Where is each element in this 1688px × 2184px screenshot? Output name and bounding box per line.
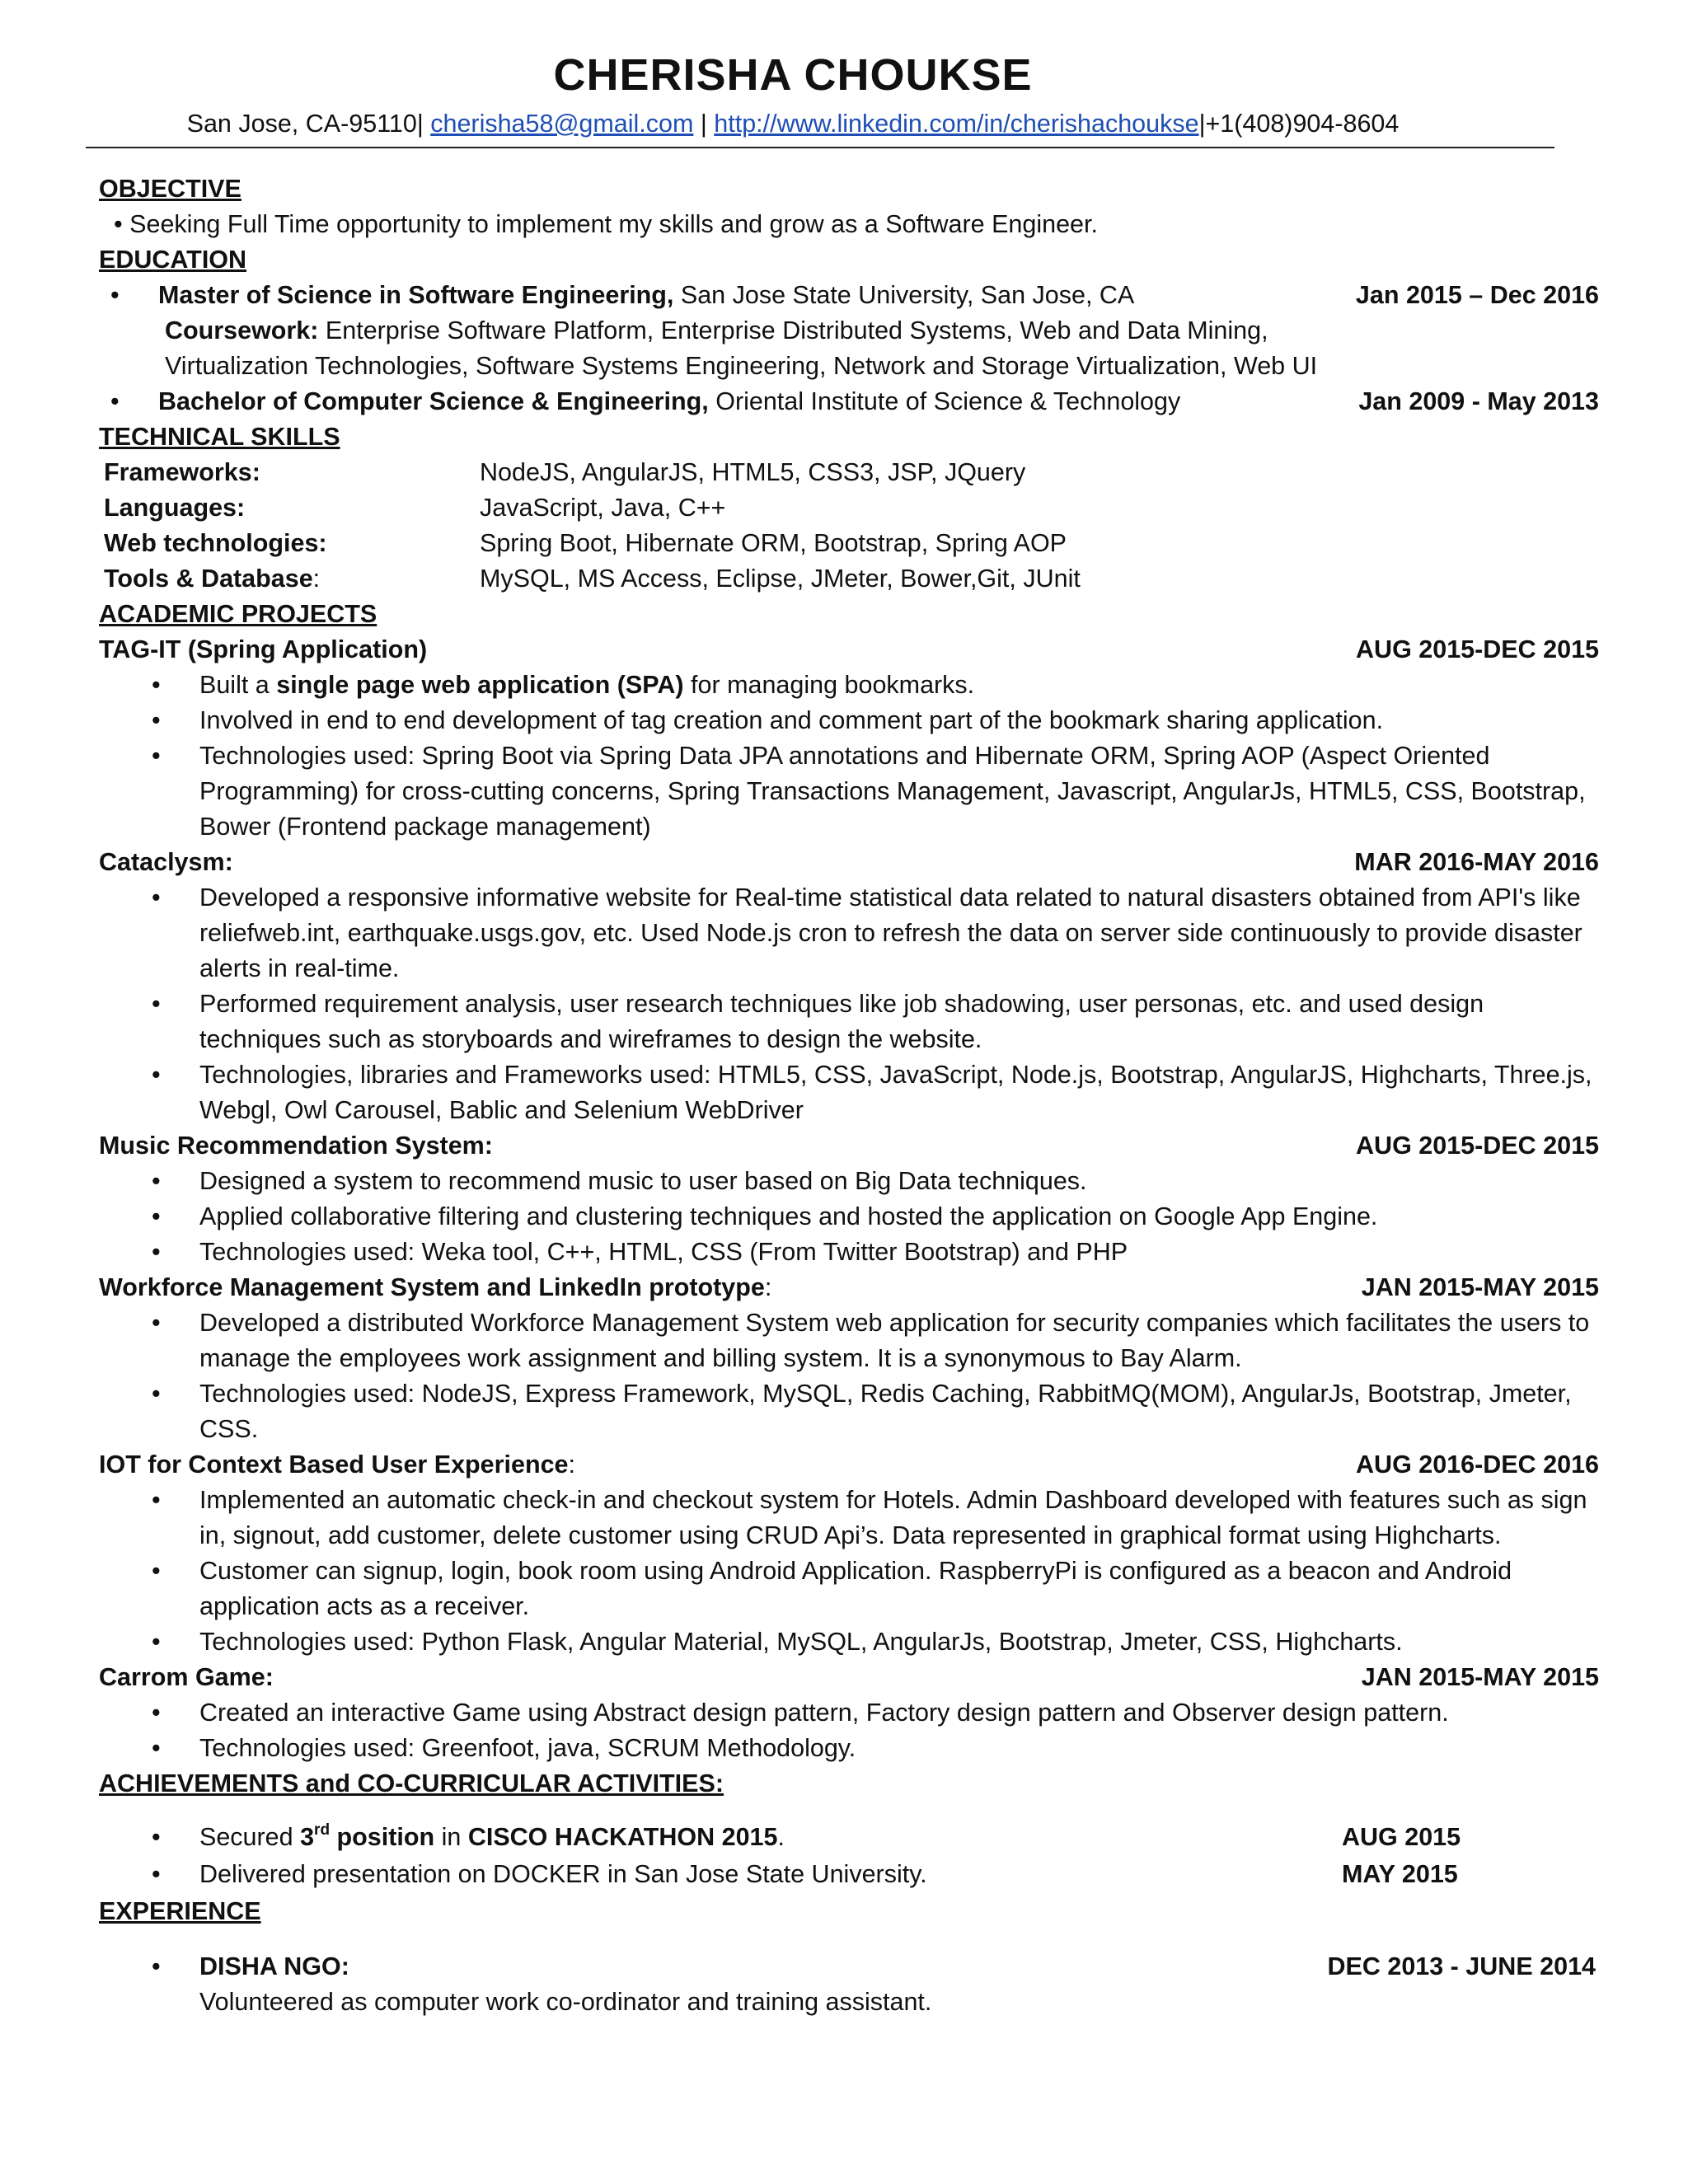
bullet-icon: •	[152, 1202, 161, 1230]
project-title: Cataclysm:	[99, 848, 233, 876]
achievement-position: position	[330, 1823, 435, 1851]
project-title: Carrom Game:	[99, 1663, 274, 1691]
achievement-text: Delivered presentation on DOCKER in San Jose State University.	[199, 1860, 927, 1888]
coursework	[158, 313, 1599, 384]
bullet-text: Technologies, libraries and Frameworks used: HTML5, CSS, JavaScript, Node.js, Bootstrap, AngularJS, Highcharts, Three.js, Webgl, Owl Carousel, Bablic and Selenium WebDriver	[199, 1061, 1592, 1124]
bullet-text: Technologies used: Weka tool, C++, HTML, CSS (From Twitter Bootstrap) and PHP	[199, 1238, 1128, 1266]
bullet-icon: •	[152, 1557, 161, 1585]
bullet-emphasis: single page web application (SPA)	[276, 671, 684, 699]
bullet-icon: •	[110, 387, 120, 415]
project-bullet	[99, 1235, 1594, 1270]
bullet-icon: •	[152, 1486, 161, 1514]
bullet-icon: •	[152, 742, 161, 770]
project-header	[99, 1447, 1599, 1483]
project-bullet	[99, 1731, 1594, 1766]
project-bullet	[99, 1376, 1594, 1447]
project-bullet	[99, 738, 1594, 845]
bullet-icon: •	[152, 1860, 161, 1888]
skills-heading: TECHNICAL SKILLS	[99, 423, 340, 451]
project-header	[99, 1660, 1599, 1695]
achievement-date: MAY 2015	[1342, 1860, 1458, 1888]
candidate-name: CHERISHA CHOUKSE	[553, 50, 1033, 100]
objective-text: • Seeking Full Time opportunity to implement my skills and grow as a Software Engineer.	[114, 210, 1098, 238]
experience-org: DISHA NGO:	[199, 1952, 349, 1980]
project-bullet	[99, 1483, 1594, 1554]
project-title-colon: :	[764, 1273, 772, 1301]
projects-heading: ACADEMIC PROJECTS	[99, 600, 377, 628]
project-bullets	[99, 1305, 1599, 1447]
project-bullet	[99, 668, 1594, 703]
spacer	[99, 1802, 1599, 1820]
project-bullet	[99, 880, 1594, 987]
education-item-bachelors	[99, 384, 1599, 419]
project-bullets	[99, 668, 1599, 845]
objective-heading: OBJECTIVE	[99, 175, 241, 203]
skill-value: JavaScript, Java, C++	[480, 494, 726, 522]
achievements-heading: ACHIEVEMENTS and CO-CURRICULAR ACTIVITIES:	[99, 1769, 724, 1797]
project-bullets	[99, 1164, 1599, 1270]
bullet-text: for managing bookmarks.	[683, 671, 975, 699]
project-header	[99, 1270, 1599, 1305]
achievement-text: Secured	[199, 1823, 301, 1851]
linkedin-link[interactable]: http://www.linkedin.com/in/cherishachoukse	[714, 110, 1199, 138]
location-text: San Jose, CA-95110|	[186, 110, 424, 138]
skill-value: Spring Boot, Hibernate ORM, Bootstrap, Spring AOP	[480, 529, 1067, 557]
project-header	[99, 1128, 1599, 1164]
bullet-text: Technologies used: Greenfoot, java, SCRUM Methodology.	[199, 1734, 856, 1762]
project-dates: JAN 2015-MAY 2015	[1361, 1663, 1599, 1691]
phone-text: |+1(408)904-8604	[1198, 110, 1400, 138]
skill-row	[104, 490, 1599, 526]
bullet-icon: •	[152, 1167, 161, 1195]
project-title-colon: :	[568, 1451, 575, 1479]
skill-label: Web technologies:	[104, 529, 327, 557]
achievement-text: in	[434, 1823, 468, 1851]
project-dates: AUG 2015-DEC 2015	[1356, 1132, 1599, 1160]
coursework-line-2: Virtualization Technologies, Software Systems Engineering, Network and Storage Virtualization, Web UI	[165, 352, 1318, 380]
degree-name: Bachelor of Computer Science & Engineering,	[158, 387, 709, 415]
project-dates: MAR 2016-MAY 2016	[1354, 848, 1599, 876]
skill-row	[104, 526, 1599, 561]
project-bullet	[99, 1164, 1594, 1199]
project-bullet	[99, 987, 1594, 1057]
project-dates: AUG 2015-DEC 2015	[1356, 635, 1599, 663]
bullet-icon: •	[152, 706, 161, 734]
achievement-item	[99, 1820, 1599, 1857]
project-dates: JAN 2015-MAY 2015	[1361, 1273, 1599, 1301]
bullet-icon: •	[152, 1952, 161, 1980]
bullet-icon: •	[152, 1699, 161, 1727]
resume-body	[99, 171, 1599, 2018]
experience-item	[99, 1949, 1599, 1985]
experience-description: Volunteered as computer work co-ordinator and training assistant.	[199, 1988, 932, 2016]
bullet-icon: •	[152, 1061, 161, 1089]
bullet-text: Developed a distributed Workforce Management System web application for security companies which facilitates the users to manage the employees work assignment and billing system. It is a synonymous to Bay Alarm.	[199, 1309, 1590, 1372]
education-heading: EDUCATION	[99, 246, 247, 274]
bullet-text: Technologies used: Spring Boot via Spring Data JPA annotations and Hibernate ORM, Spring AOP (Aspect Oriented Programming) for cross-cutting concerns, Spring Transactions Management, Javascript, AngularJs, HTML5, CSS, Bootstrap, Bower (Frontend package management)	[199, 742, 1586, 841]
bullet-text: Technologies used: NodeJS, Express Framework, MySQL, Redis Caching, RabbitMQ(MOM), AngularJs, Bootstrap, Jmeter, CSS.	[199, 1380, 1572, 1443]
project-bullets	[99, 1695, 1599, 1766]
bullet-text: Involved in end to end development of tag creation and comment part of the bookmark sharing application.	[199, 706, 1384, 734]
project-bullet	[99, 1199, 1594, 1235]
spacer	[99, 1929, 1599, 1949]
skill-label: Languages:	[104, 494, 246, 522]
project-bullet	[99, 703, 1594, 738]
bullet-text: Technologies used: Python Flask, Angular Material, MySQL, AngularJs, Bootstrap, Jmeter, CSS, Highcharts.	[199, 1628, 1403, 1656]
skill-value: NodeJS, AngularJS, HTML5, CSS3, JSP, JQuery	[480, 458, 1026, 486]
bullet-icon: •	[152, 883, 161, 912]
bullet-text: Created an interactive Game using Abstract design pattern, Factory design pattern and Observer design pattern.	[199, 1699, 1449, 1727]
contact-separator: |	[700, 110, 707, 138]
achievement-text: .	[777, 1823, 785, 1851]
coursework-line-1: Enterprise Software Platform, Enterprise Distributed Systems, Web and Data Mining,	[318, 316, 1268, 344]
skill-label-colon: :	[312, 565, 321, 593]
education-dates: Jan 2015 – Dec 2016	[1355, 281, 1599, 309]
achievement-date: AUG 2015	[1342, 1823, 1461, 1851]
degree-name: Master of Science in Software Engineering,	[158, 281, 674, 309]
project-bullets	[99, 1483, 1599, 1660]
bullet-icon: •	[110, 281, 120, 309]
skill-row	[104, 455, 1599, 490]
coursework-label: Coursework:	[165, 316, 319, 344]
skill-value: MySQL, MS Access, Eclipse, JMeter, Bower,Git, JUnit	[480, 565, 1081, 593]
achievement-rank-suffix: rd	[314, 1821, 331, 1839]
bullet-icon: •	[152, 1380, 161, 1408]
skill-label: Tools & Database	[104, 565, 313, 593]
education-dates: Jan 2009 - May 2013	[1358, 387, 1599, 415]
education-item-masters	[99, 278, 1599, 384]
bullet-icon: •	[152, 1734, 161, 1762]
project-title: Music Recommendation System:	[99, 1132, 493, 1160]
bullet-text: Designed a system to recommend music to user based on Big Data techniques.	[199, 1167, 1087, 1195]
project-bullet	[99, 1554, 1594, 1624]
experience-heading: EXPERIENCE	[99, 1897, 261, 1925]
project-header	[99, 632, 1599, 668]
bullet-icon: •	[152, 1823, 161, 1851]
bullet-icon: •	[152, 671, 161, 699]
bullet-text: Performed requirement analysis, user research techniques like job shadowing, user personas, etc. and used design techniques such as storyboards and wireframes to design the website.	[199, 990, 1484, 1053]
bullet-text: Built a	[199, 671, 277, 699]
skill-label: Frameworks:	[104, 458, 260, 486]
achievement-item	[99, 1857, 1599, 1894]
bullet-icon: •	[152, 1238, 161, 1266]
project-bullet	[99, 1305, 1594, 1376]
experience-dates: DEC 2013 - JUNE 2014	[1327, 1952, 1596, 1980]
email-link[interactable]: cherisha58@gmail.com	[430, 110, 694, 138]
project-header	[99, 845, 1599, 880]
project-title: TAG-IT (Spring Application)	[99, 635, 428, 663]
achievement-rank: 3	[300, 1823, 315, 1851]
bullet-text: Developed a responsive informative website for Real-time statistical data related to natural disasters obtained from API's like reliefweb.int, earthquake.usgs.gov, etc. Used Node.js cron to refresh the data on server side continuously to provide disaster alerts in real-time.	[199, 883, 1582, 982]
project-bullet	[99, 1695, 1594, 1731]
project-bullets	[99, 880, 1599, 1128]
achievement-event: CISCO HACKATHON 2015	[467, 1823, 778, 1851]
contact-line	[0, 105, 1586, 142]
bullet-icon: •	[152, 990, 161, 1018]
project-bullet	[99, 1624, 1594, 1660]
skills-table	[104, 455, 1599, 597]
project-bullet	[99, 1057, 1594, 1128]
project-dates: AUG 2016-DEC 2016	[1356, 1451, 1599, 1479]
bullet-text: Customer can signup, login, book room using Android Application. RaspberryPi is configured as a beacon and Android application acts as a receiver.	[199, 1557, 1512, 1620]
skill-row	[104, 561, 1599, 597]
school-name: San Jose State University, San Jose, CA	[673, 281, 1135, 309]
school-name: Oriental Institute of Science & Technology	[708, 387, 1181, 415]
bullet-icon: •	[152, 1309, 161, 1337]
project-title: Workforce Management System and LinkedIn prototype	[99, 1273, 765, 1301]
bullet-text: Implemented an automatic check-in and checkout system for Hotels. Admin Dashboard developed with features such as sign in, signout, add customer, delete customer using CRUD Api’s. Data represented in graphical format using Highcharts.	[199, 1486, 1587, 1549]
bullet-icon: •	[152, 1628, 161, 1656]
project-title: IOT for Context Based User Experience	[99, 1451, 569, 1479]
header-divider	[86, 147, 1554, 148]
bullet-text: Applied collaborative filtering and clustering techniques and hosted the application on Google App Engine.	[199, 1202, 1378, 1230]
